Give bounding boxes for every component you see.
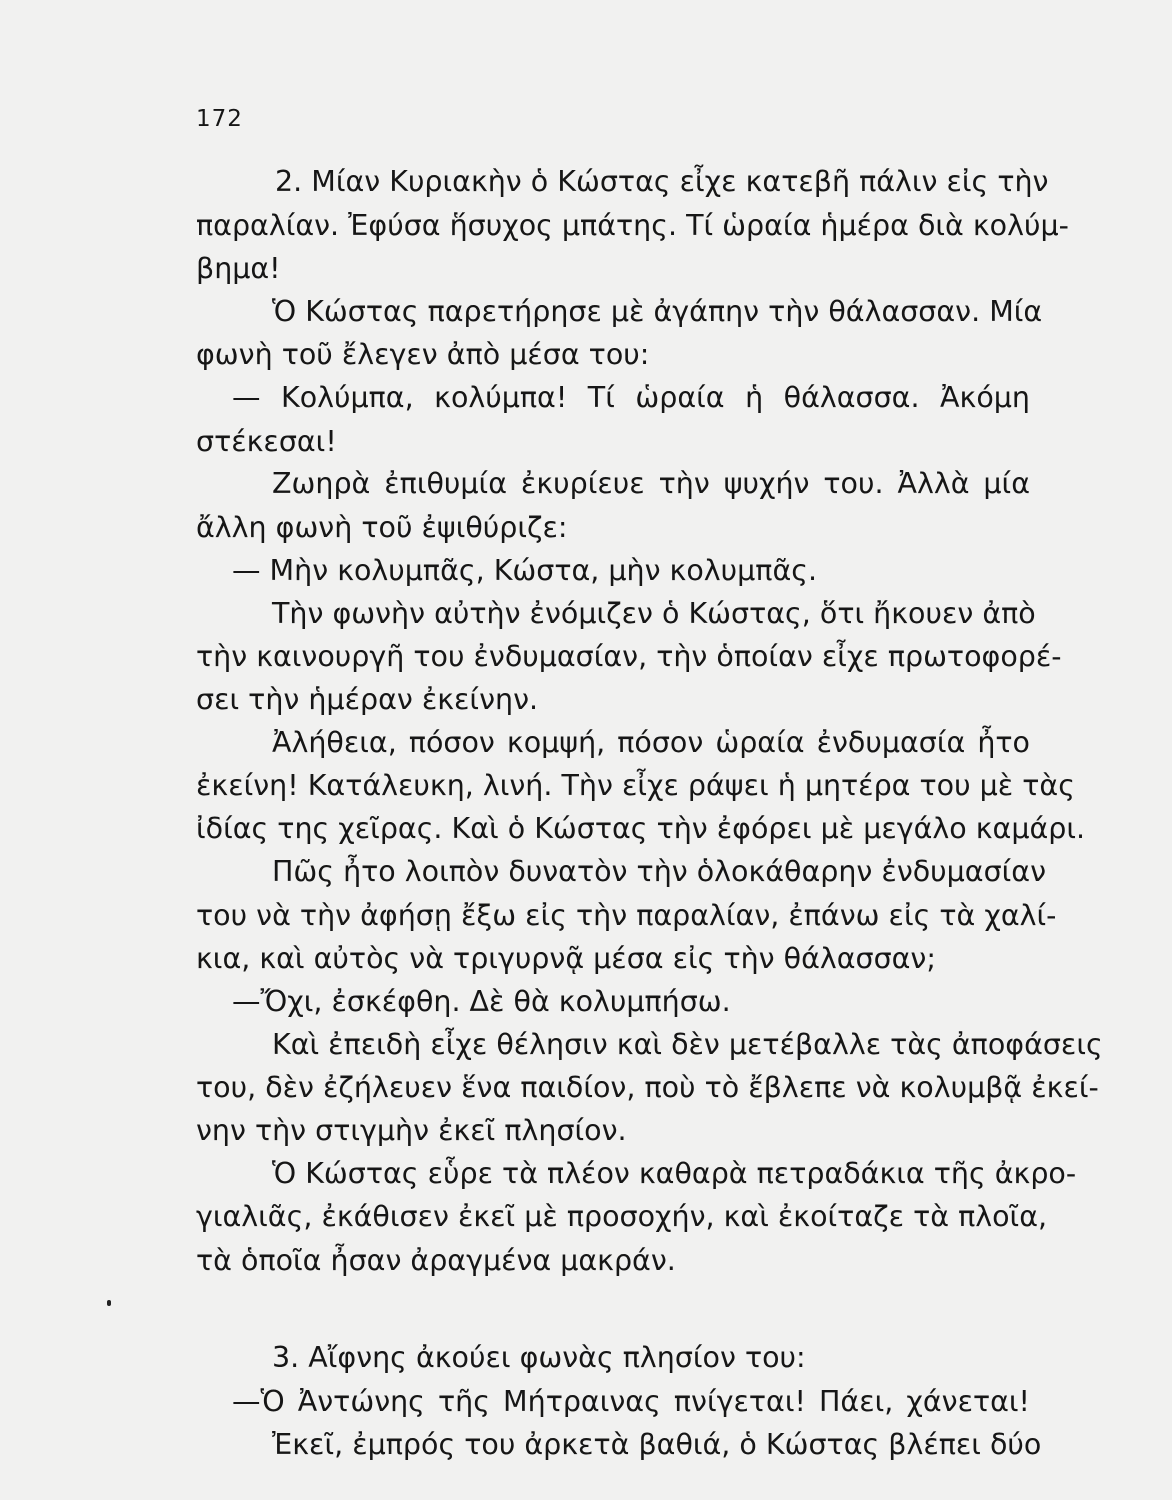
text-line: φωνὴ τοῦ ἔλεγεν ἀπὸ μέσα του: xyxy=(196,338,650,371)
text-line: κια, καὶ αὐτὸς νὰ τριγυρνᾷ μέσα εἰς τὴν θάλασσαν; xyxy=(196,942,936,975)
text-line: Τὴν φωνὴν αὐτὴν ἐνόμιζεν ὁ Κώστας, ὅτι ἤκουεν ἀπὸ xyxy=(272,597,1036,630)
text-line: 3. Αἴφνης ἀκούει φωνὰς πλησίον του: xyxy=(272,1341,806,1374)
ink-speck xyxy=(107,1300,111,1306)
text-line: τὴν καινουργῆ του ἐνδυμασίαν, τὴν ὁποίαν εἶχε πρωτοφορέ- xyxy=(196,640,1062,673)
text-line: στέκεσαι! xyxy=(196,425,337,458)
text-line: του, δὲν ἐζήλευεν ἕνα παιδίον, ποὺ τὸ ἔβλεπε νὰ κολυμβᾷ ἐκεί- xyxy=(196,1071,1099,1104)
text-line: σει τὴν ἡμέραν ἐκείνην. xyxy=(196,683,539,716)
text-line: ἄλλη φωνὴ τοῦ ἐψιθύριζε: xyxy=(196,511,568,544)
text-line: —Ὁ Ἀντώνης τῆς Μήτραινας πνίγεται! Πάει, χάνεται! xyxy=(232,1385,1030,1418)
text-line: Ζωηρὰ ἐπιθυμία ἐκυρίευε τὴν ψυχήν του. Ἀλλὰ μία xyxy=(272,467,1030,500)
text-line: τὰ ὁποῖα ἦσαν ἀραγμένα μακράν. xyxy=(196,1244,676,1277)
text-line: ἐκείνη! Κατάλευκη, λινή. Τὴν εἶχε ράψει ἡ μητέρα του μὲ τὰς xyxy=(196,769,1075,802)
text-line: παραλίαν. Ἐφύσα ἥσυχος μπάτης. Τί ὡραία ἡμέρα διὰ κολύμ- xyxy=(196,209,1069,242)
text-line: βημα! xyxy=(196,252,281,285)
text-line: 2. Μίαν Κυριακὴν ὁ Κώστας εἶχε κατεβῆ πάλιν εἰς τὴν xyxy=(275,165,1049,198)
text-line: Καὶ ἐπειδὴ εἶχε θέλησιν καὶ δὲν μετέβαλλε τὰς ἀποφάσεις xyxy=(272,1028,1103,1061)
text-line: —Ὄχι, ἐσκέφθη. Δὲ θὰ κολυμπήσω. xyxy=(232,985,731,1018)
text-line: — Μὴν κολυμπᾶς, Κώστα, μὴν κολυμπᾶς. xyxy=(232,554,818,587)
text-line: Ἐκεῖ, ἐμπρός του ἀρκετὰ βαθιά, ὁ Κώστας βλέπει δύο xyxy=(272,1428,1042,1461)
text-line: γιαλιᾶς, ἐκάθισεν ἐκεῖ μὲ προσοχήν, καὶ ἐκοίταζε τὰ πλοῖα, xyxy=(196,1200,1048,1233)
text-line: Ἀλήθεια, πόσον κομψή, πόσον ὡραία ἐνδυμασία ἦτο xyxy=(272,726,1030,759)
text-line: — Κολύμπα, κολύμπα! Τί ὡραία ἡ θάλασσα. Ἀκόμη xyxy=(232,381,1030,414)
text-line: Ὁ Κώστας παρετήρησε μὲ ἀγάπην τὴν θάλασσαν. Μία xyxy=(272,295,1043,328)
text-line: νην τὴν στιγμὴν ἐκεῖ πλησίον. xyxy=(196,1114,627,1147)
text-line: Ὁ Κώστας εὗρε τὰ πλέον καθαρὰ πετραδάκια τῆς ἀκρο- xyxy=(272,1157,1077,1190)
text-line: ἰδίας της χεῖρας. Καὶ ὁ Κώστας τὴν ἐφόρει μὲ μεγάλο καμάρι. xyxy=(196,812,1086,845)
text-line: Πῶς ἦτο λοιπὸν δυνατὸν τὴν ὁλοκάθαρην ἐνδυμασίαν xyxy=(272,855,1046,888)
text-line: του νὰ τὴν ἀφήσῃ ἔξω εἰς τὴν παραλίαν, ἐπάνω εἰς τὰ χαλί- xyxy=(196,899,1057,932)
page-number: 172 xyxy=(196,106,243,132)
